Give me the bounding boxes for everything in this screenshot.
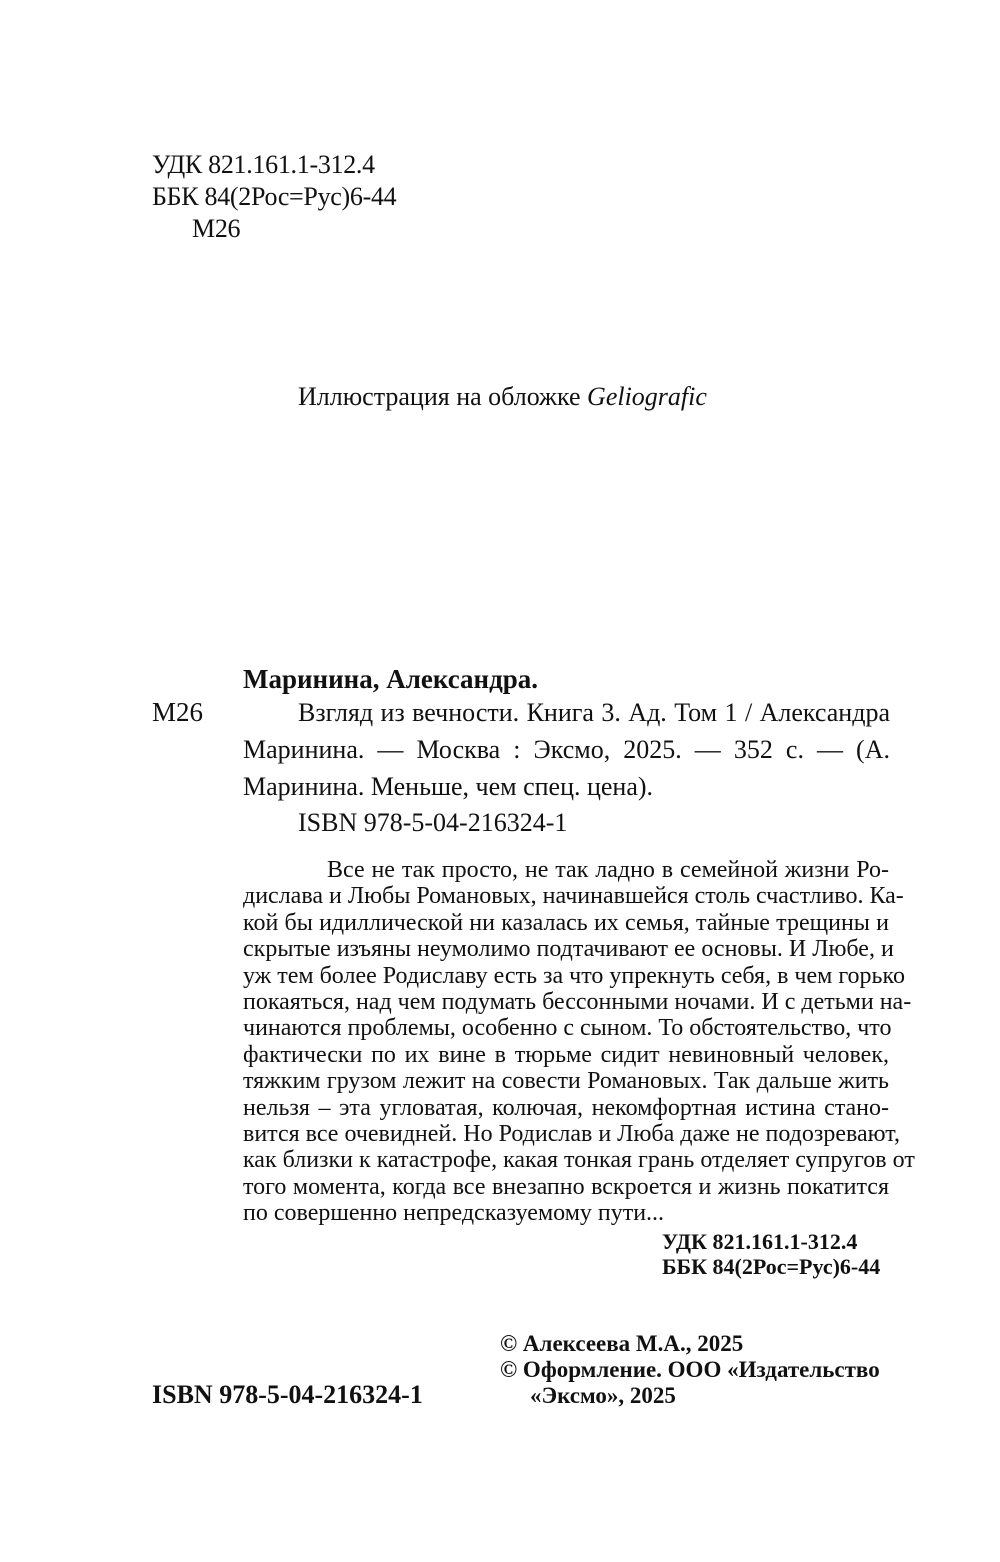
- copyright-design: © Оформление. ООО «Издательство: [500, 1357, 880, 1382]
- illustration-label: Иллюстрация на обложке: [298, 382, 588, 411]
- bbk-code: ББК 84(2Рос=Рус)6-44: [152, 182, 397, 211]
- annotation-line: скрытые изъяны неумолимо подтачивают ее основы. И Любе, и: [243, 936, 894, 963]
- annotation-line: уж тем более Родиславу есть за что упрекнуть себя, в чем горько: [243, 962, 905, 989]
- illustration-artist: Geliografic: [587, 382, 707, 411]
- copyright-design-cont: «Эксмо», 2025: [530, 1383, 676, 1408]
- udk-code: УДК 821.161.1-312.4: [152, 150, 375, 179]
- illustration-credit: [298, 382, 707, 412]
- annotation-line: покаяться, над чем подумать бессонными ночами. И с детьми на-: [243, 989, 912, 1016]
- isbn-footer: ISBN 978-5-04-216324-1: [152, 1380, 423, 1409]
- bbk-code-bold: ББК 84(2Рос=Рус)6-44: [662, 1254, 881, 1279]
- annotation-line: фактически по их вине в тюрьме сидит невиновный человек,: [243, 1041, 889, 1068]
- entry-author: Маринина, Александра.: [243, 664, 539, 694]
- annotation-line: как близки к катастрофе, какая тонкая грань отделяет супругов от: [243, 1147, 915, 1174]
- entry-author-mark: М26: [152, 697, 204, 727]
- entry-citation: Взгляд из вечности. Книга 3. Ад. Том 1 / Александра Маринина. — Москва : Эксмо, 2025. — 352 с. — (А. Маринина. Меньше, чем спец. цена).: [243, 698, 890, 801]
- annotation-line: чинаются проблемы, особенно с сыном. То обстоятельство, что: [243, 1015, 892, 1042]
- annotation-line: дислава и Любы Романовых, начинавшейся столь счастливо. Ка-: [243, 883, 904, 910]
- annotation-line: того момента, когда все внезапно вскроется и жизнь покатится: [243, 1173, 889, 1200]
- annotation-line: кой бы идиллической ни казалась их семья, тайные трещины и: [243, 909, 889, 936]
- annotation-line: Все не так просто, не так ладно в семейной жизни Ро-: [327, 857, 889, 883]
- entry-isbn: ISBN 978-5-04-216324-1: [298, 808, 568, 837]
- annotation-line: тяжким грузом лежит на совести Романовых. Так дальше жить: [243, 1068, 889, 1095]
- annotation: [243, 857, 915, 1227]
- author-mark: М26: [192, 214, 241, 243]
- annotation-line: вится все очевидней. Но Родислав и Люба даже не подозревают,: [243, 1121, 900, 1148]
- udk-code-bold: УДК 821.161.1-312.4: [662, 1229, 858, 1254]
- annotation-line: нельзя – эта угловатая, колючая, некомфортная истина стано-: [243, 1094, 889, 1121]
- copyright-author: © Алексеева М.А., 2025: [500, 1331, 744, 1356]
- annotation-line: по совершенно непредсказуемому пути...: [243, 1200, 665, 1227]
